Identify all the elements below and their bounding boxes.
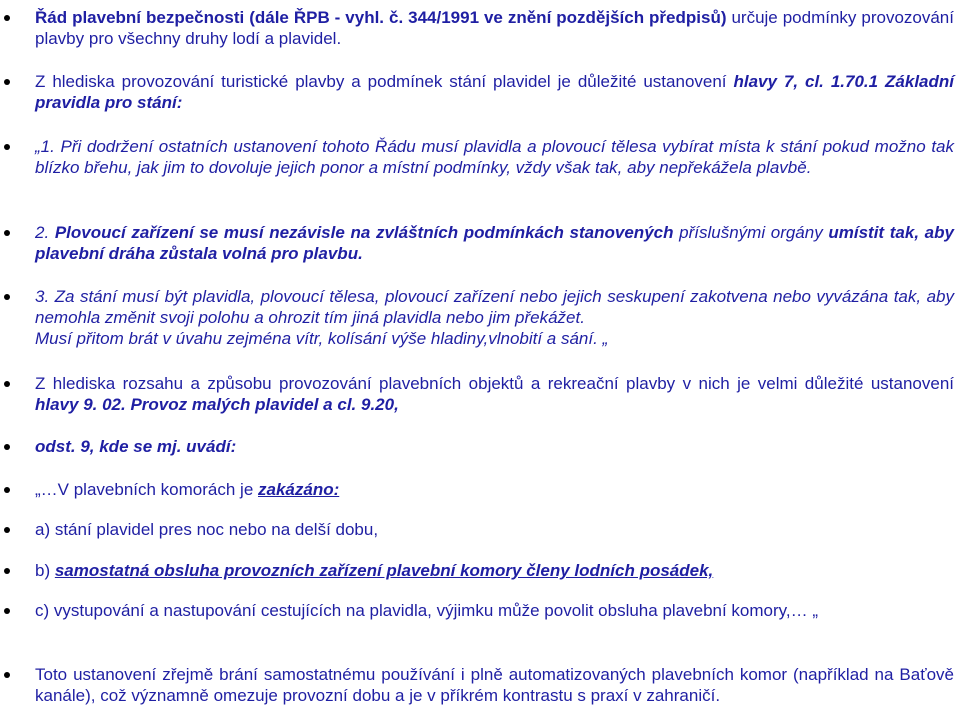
rpb-title: Řád plavební bezpečnosti (dále ŘPB - vyhl. č. 344/1991 ve znění pozdějších předpisů) — [35, 8, 727, 27]
clause-3-line-2: Musí přitom brát v úvahu zejména vítr, kolísání výše hladiny,vlnobití a sání. „ — [35, 329, 609, 348]
bullet-item-clause-1 — [35, 136, 954, 178]
lock-intro-text: „…V plavebních komorách je — [35, 480, 258, 499]
odst-text: odst. 9, kde se mj. uvádí: — [35, 437, 237, 456]
bullet-item-c — [35, 600, 954, 621]
item-c-text: c) vystupování a nastupování cestujících na plavidla, výjimku může povolit obsluha plavební komory,… „ — [35, 601, 819, 620]
lock-forbidden: zakázáno: — [258, 480, 340, 499]
bullet-item-a — [35, 519, 954, 540]
item-b-letter: b) — [35, 561, 55, 580]
bullet-item-clause-2 — [35, 222, 954, 264]
clause-2-bold-b: umístit tak, aby plavební dráha zůstala volná pro plavbu. — [35, 223, 954, 263]
clause-1-text: „1. Při dodržení ostatních ustanovení tohoto Řádu musí plavidla a plovoucí tělesa vybírat místa k stání pokud možno tak blízko břehu, jak jim to dovoluje jejich ponor a místní podmínky, vždy však tak, aby nepřekážela plavbě. — [35, 137, 954, 177]
bullet-item-lock-intro — [35, 479, 954, 500]
head7-intro: Z hlediska provozování turistické plavby a podmínek stání plavidel je důležité ustanovení — [35, 72, 734, 91]
head9-reference: hlavy 9. 02. Provoz malých plavidel a cl. 9.20, — [35, 395, 399, 414]
clause-2-middle: příslušnými orgány — [673, 223, 829, 242]
rpb-description: určuje podmínky provozování plavby pro všechny druhy lodí a plavidel. — [35, 8, 954, 48]
head9-intro: Z hlediska rozsahu a způsobu provozování plavebních objektů a rekreační plavby v nich je velmi důležité ustanovení — [35, 374, 954, 393]
bullet-item-head7 — [35, 71, 954, 113]
bullet-item-b — [35, 560, 954, 581]
bullet-item-conclusion — [35, 664, 954, 706]
item-a-text: a) stání plavidel pres noc nebo na delší dobu, — [35, 520, 379, 539]
clause-2-number: 2. — [35, 223, 55, 242]
bullet-item-odst — [35, 436, 954, 457]
item-b-text: samostatná obsluha provozních zařízení plavební komory členy lodních posádek, — [54, 561, 714, 580]
clause-3-line-1: 3. Za stání musí být plavidla, plovoucí tělesa, plovoucí zařízení nebo jejich seskupení zakotvena nebo vyvázána tak, aby nemohla změnit svoji polohu a ohrozit tím jiná plavidla nebo jim překážet. — [35, 287, 954, 327]
head7-reference: hlavy 7, cl. 1.70.1 Základní pravidla pro stání: — [35, 72, 955, 112]
clause-2-bold-a: Plovoucí zařízení se musí nezávisle na zvláštních podmínkách stanovených — [54, 223, 674, 242]
bullet-item-head9 — [35, 373, 954, 415]
bullet-item-rpb — [35, 7, 954, 49]
conclusion-text: Toto ustanovení zřejmě brání samostatnému používání i plně automatizovaných plavebních komor (například na Baťově kanále), což významně omezuje provozní dobu a je v příkrém kontrastu s praxí v zahraničí. — [35, 665, 954, 705]
bullet-item-clause-3 — [35, 286, 954, 349]
